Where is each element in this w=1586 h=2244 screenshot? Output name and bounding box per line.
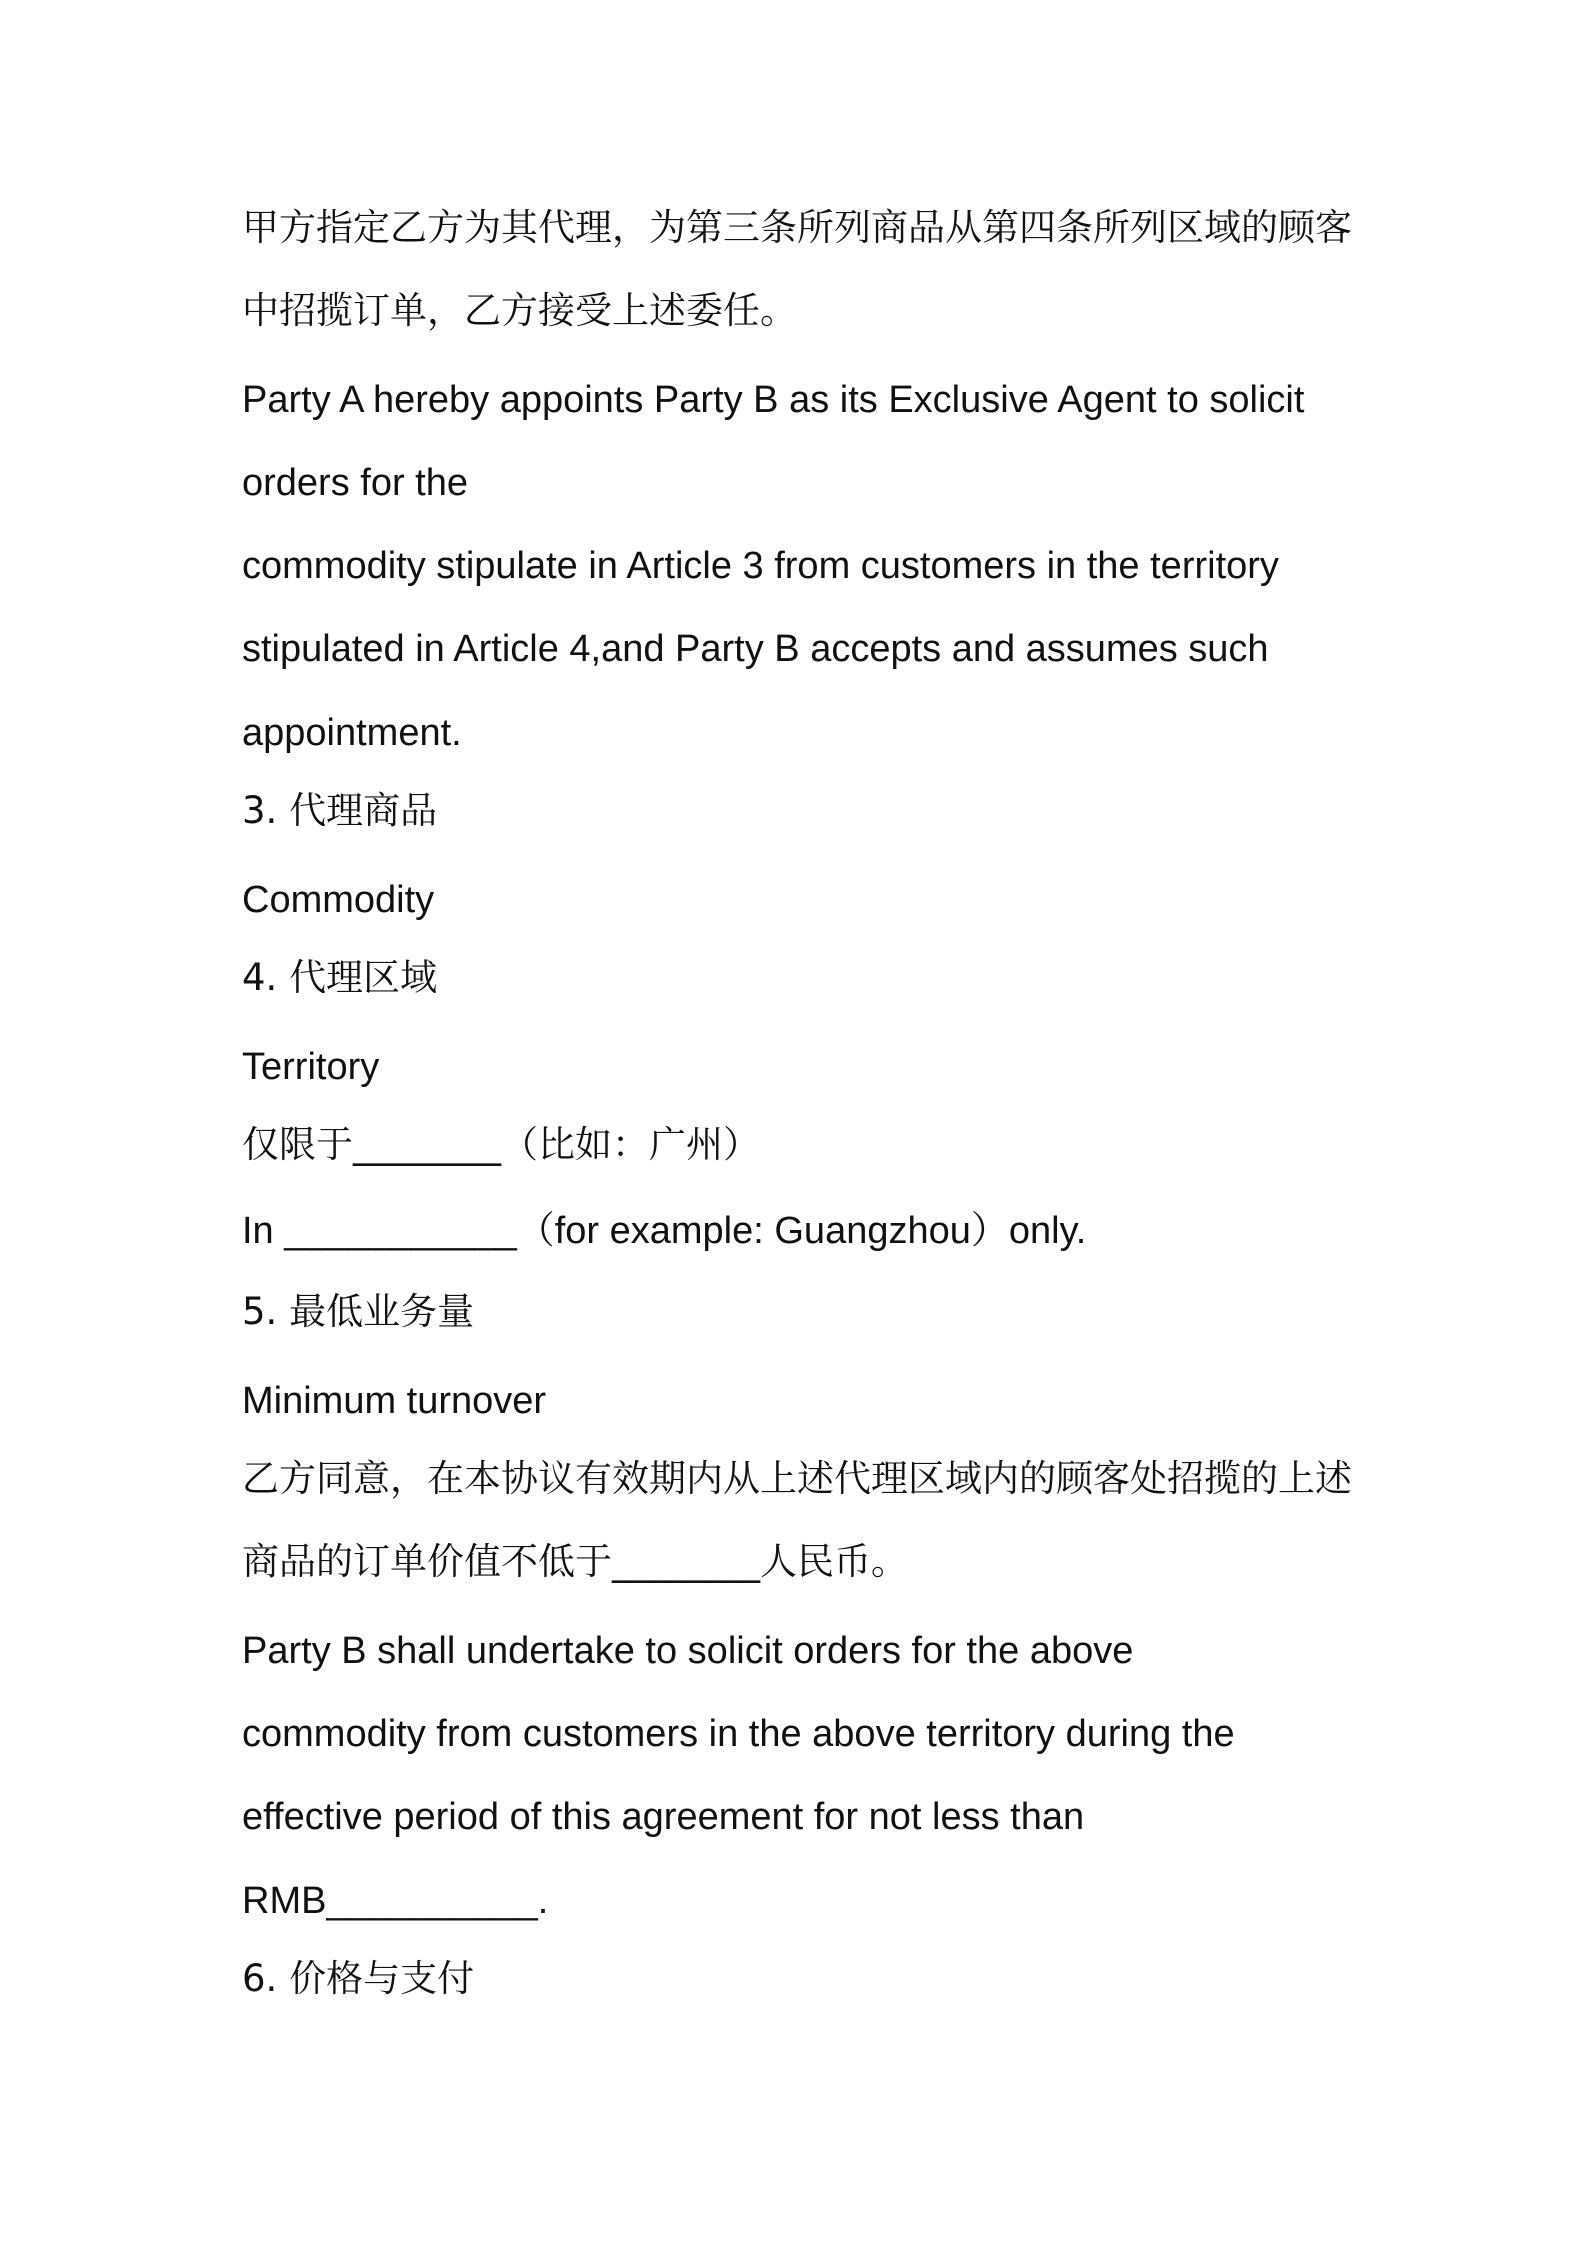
- territory-cn: 仅限于________（比如：广州）: [242, 1123, 760, 1166]
- clause-2-en-line-2: orders for the: [242, 462, 468, 504]
- section-4-heading-en: Territory: [242, 1046, 380, 1088]
- clause-2-en-line-1: Party A hereby appoints Party B as its Exclusive Agent to solicit: [242, 379, 1305, 421]
- section-5-heading-en: Minimum turnover: [242, 1380, 547, 1422]
- turnover-en-line-4: RMB__________.: [242, 1880, 549, 1922]
- turnover-en-line-2: commodity from customers in the above territory during the: [242, 1713, 1235, 1755]
- clause-2-en-line-5: appointment.: [242, 712, 462, 754]
- turnover-en-line-1: Party B shall undertake to solicit orders for the above: [242, 1630, 1134, 1672]
- territory-en: In ___________（for example: Guangzhou）only.: [242, 1210, 1087, 1252]
- clause-2-cn-line-2: 中招揽订单，乙方接受上述委任。: [242, 289, 797, 332]
- section-4-heading: 4. 代理区域: [242, 956, 438, 999]
- section-5-heading: 5. 最低业务量: [242, 1290, 475, 1333]
- section-6-heading: 6. 价格与支付: [242, 1957, 475, 2000]
- clause-2-en-line-4: stipulated in Article 4,and Party B accepts and assumes such: [242, 628, 1269, 670]
- turnover-cn-line-2: 商品的订单价值不低于________人民币。: [242, 1540, 908, 1583]
- turnover-en-line-3: effective period of this agreement for not less than: [242, 1796, 1085, 1838]
- clause-2-en-line-3: commodity stipulate in Article 3 from customers in the territory: [242, 545, 1279, 587]
- section-3-heading-en: Commodity: [242, 879, 435, 921]
- section-3-heading: 3. 代理商品: [242, 789, 438, 832]
- clause-2-cn-line-1: 甲方指定乙方为其代理，为第三条所列商品从第四条所列区域的顾客: [242, 206, 1352, 249]
- turnover-cn-line-1: 乙方同意，在本协议有效期内从上述代理区域内的顾客处招揽的上述: [242, 1457, 1352, 1500]
